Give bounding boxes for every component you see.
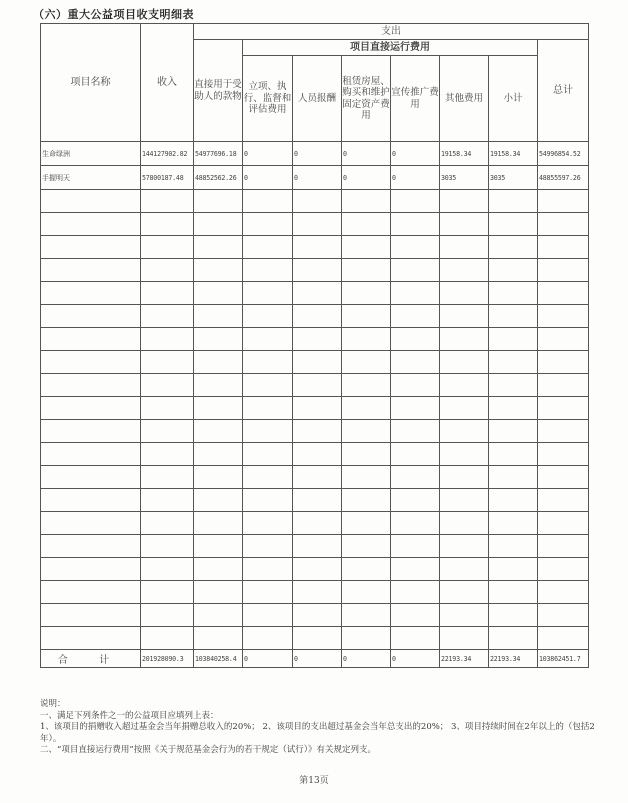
cell-subtotal	[489, 489, 538, 512]
cell-establish	[243, 259, 293, 282]
table-row	[41, 328, 589, 351]
cell-establish	[243, 397, 293, 420]
cell-other	[440, 374, 489, 397]
cell-direct-aid	[194, 328, 243, 351]
cell-other	[440, 604, 489, 627]
cell-establish	[243, 351, 293, 374]
cell-project-name: 手握明天	[41, 166, 141, 190]
cell-personnel: 0	[293, 650, 342, 668]
cell-establish	[243, 489, 293, 512]
cell-promo	[391, 627, 440, 650]
table-row	[41, 236, 589, 259]
cell-promo	[391, 190, 440, 213]
cell-subtotal	[489, 512, 538, 535]
cell-rent	[342, 213, 391, 236]
cell-promo	[391, 374, 440, 397]
cell-promo	[391, 328, 440, 351]
cell-promo	[391, 351, 440, 374]
cell-rent	[342, 420, 391, 443]
cell-personnel	[293, 282, 342, 305]
cell-subtotal: 19158.34	[489, 142, 538, 166]
header-subtotal: 小计	[489, 56, 538, 142]
cell-direct-aid: 103840258.4	[194, 650, 243, 668]
cell-direct-aid	[194, 420, 243, 443]
cell-other	[440, 512, 489, 535]
cell-establish: 0	[243, 142, 293, 166]
table-row	[41, 166, 589, 190]
cell-income	[141, 535, 194, 558]
cell-promo	[391, 558, 440, 581]
header-direct-ops: 项目直接运行费用	[243, 40, 538, 56]
table-row	[41, 604, 589, 627]
cell-subtotal	[489, 305, 538, 328]
cell-project-name	[41, 397, 141, 420]
table-row	[41, 512, 589, 535]
cell-rent: 0	[342, 166, 391, 190]
cell-promo	[391, 466, 440, 489]
cell-total	[538, 558, 589, 581]
cell-personnel	[293, 328, 342, 351]
cell-other: 3035	[440, 166, 489, 190]
cell-project-name	[41, 627, 141, 650]
cell-project-name	[41, 374, 141, 397]
cell-income	[141, 397, 194, 420]
cell-rent	[342, 328, 391, 351]
cell-establish	[243, 627, 293, 650]
cell-promo	[391, 443, 440, 466]
cell-income	[141, 604, 194, 627]
cell-subtotal	[489, 397, 538, 420]
cell-total	[538, 259, 589, 282]
cell-personnel	[293, 374, 342, 397]
cell-direct-aid	[194, 535, 243, 558]
table-row	[41, 374, 589, 397]
cell-total	[538, 581, 589, 604]
cell-direct-aid	[194, 190, 243, 213]
cell-personnel	[293, 558, 342, 581]
cell-personnel	[293, 259, 342, 282]
table-row	[41, 142, 589, 166]
cell-promo	[391, 581, 440, 604]
header-income: 收入	[141, 24, 194, 142]
header-project-name: 项目名称	[41, 24, 141, 142]
cell-total	[538, 466, 589, 489]
cell-project-name: 生命绿洲	[41, 142, 141, 166]
cell-rent	[342, 558, 391, 581]
cell-project-name	[41, 420, 141, 443]
cell-direct-aid	[194, 213, 243, 236]
cell-other	[440, 466, 489, 489]
cell-total	[538, 213, 589, 236]
cell-direct-aid	[194, 627, 243, 650]
cell-establish	[243, 190, 293, 213]
cell-direct-aid	[194, 558, 243, 581]
cell-income	[141, 489, 194, 512]
cell-rent	[342, 259, 391, 282]
cell-other	[440, 581, 489, 604]
table-row	[41, 581, 589, 604]
table-row	[41, 259, 589, 282]
cell-promo	[391, 236, 440, 259]
cell-other	[440, 489, 489, 512]
cell-other: 22193.34	[440, 650, 489, 668]
cell-personnel	[293, 512, 342, 535]
cell-total	[538, 489, 589, 512]
table-row	[41, 466, 589, 489]
totals-row	[41, 650, 589, 668]
cell-rent	[342, 190, 391, 213]
cell-subtotal	[489, 420, 538, 443]
cell-establish: 0	[243, 166, 293, 190]
cell-total	[538, 397, 589, 420]
cell-establish	[243, 443, 293, 466]
cell-other	[440, 190, 489, 213]
cell-total	[538, 374, 589, 397]
cell-project-name	[41, 236, 141, 259]
cell-income	[141, 236, 194, 259]
notes-line-2: 1、该项目的捐赠收入超过基金会当年捐赠总收入的20%； 2、该项目的支出超过基金会当年总支出的20%； 3、项目持续时间在2年以上的（包括2年）。	[40, 722, 595, 744]
cell-subtotal	[489, 581, 538, 604]
cell-subtotal: 22193.34	[489, 650, 538, 668]
cell-establish	[243, 282, 293, 305]
cell-subtotal	[489, 259, 538, 282]
cell-total	[538, 305, 589, 328]
cell-project-name	[41, 190, 141, 213]
cell-project-name	[41, 282, 141, 305]
table-row	[41, 282, 589, 305]
cell-personnel	[293, 489, 342, 512]
cell-income: 57800187.48	[141, 166, 194, 190]
cell-establish	[243, 420, 293, 443]
cell-personnel	[293, 397, 342, 420]
cell-direct-aid	[194, 604, 243, 627]
cell-project-name	[41, 351, 141, 374]
cell-establish	[243, 466, 293, 489]
cell-total	[538, 351, 589, 374]
cell-rent	[342, 604, 391, 627]
table-row	[41, 397, 589, 420]
cell-direct-aid	[194, 236, 243, 259]
cell-personnel	[293, 213, 342, 236]
cell-income	[141, 305, 194, 328]
cell-rent: 0	[342, 650, 391, 668]
cell-total: 103862451.7	[538, 650, 589, 668]
cell-other	[440, 236, 489, 259]
cell-rent	[342, 512, 391, 535]
cell-subtotal	[489, 627, 538, 650]
cell-project-name	[41, 466, 141, 489]
cell-income	[141, 466, 194, 489]
cell-total: 48855597.26	[538, 166, 589, 190]
cell-income	[141, 190, 194, 213]
cell-income	[141, 328, 194, 351]
cell-income	[141, 420, 194, 443]
cell-income: 201928090.3	[141, 650, 194, 668]
cell-establish	[243, 512, 293, 535]
header-rent: 租赁房屋、购买和维护固定资产费用	[342, 56, 391, 142]
cell-subtotal	[489, 374, 538, 397]
cell-establish	[243, 374, 293, 397]
table-row	[41, 190, 589, 213]
cell-other	[440, 397, 489, 420]
cell-promo: 0	[391, 142, 440, 166]
header-total: 总计	[538, 40, 589, 142]
cell-direct-aid	[194, 443, 243, 466]
cell-income	[141, 512, 194, 535]
cell-rent	[342, 627, 391, 650]
cell-personnel	[293, 627, 342, 650]
cell-promo	[391, 420, 440, 443]
cell-other	[440, 305, 489, 328]
cell-income	[141, 259, 194, 282]
cell-establish	[243, 305, 293, 328]
cell-subtotal	[489, 351, 538, 374]
cell-rent: 0	[342, 142, 391, 166]
notes-heading: 说明：	[40, 699, 66, 709]
cell-other: 19158.34	[440, 142, 489, 166]
header-expenditure: 支出	[194, 24, 589, 40]
cell-total	[538, 282, 589, 305]
cell-direct-aid: 54977696.18	[194, 142, 243, 166]
cell-rent	[342, 351, 391, 374]
cell-rent	[342, 443, 391, 466]
cell-subtotal	[489, 535, 538, 558]
cell-establish	[243, 581, 293, 604]
table-row	[41, 305, 589, 328]
cell-establish	[243, 558, 293, 581]
notes-line-1: 一、满足下列条件之一的公益项目应填列上表：	[40, 710, 219, 721]
cell-income	[141, 581, 194, 604]
cell-personnel	[293, 466, 342, 489]
header-establish: 立项、执行、监督和评估费用	[243, 56, 293, 142]
cell-rent	[342, 535, 391, 558]
header-promo: 宣传推广费用	[391, 56, 440, 142]
cell-establish	[243, 604, 293, 627]
cell-establish	[243, 236, 293, 259]
table-row	[41, 627, 589, 650]
cell-project-name	[41, 305, 141, 328]
cell-personnel	[293, 604, 342, 627]
cell-other	[440, 213, 489, 236]
notes	[40, 699, 600, 757]
cell-establish	[243, 535, 293, 558]
cell-project-name	[41, 443, 141, 466]
cell-subtotal	[489, 282, 538, 305]
cell-project-name	[41, 328, 141, 351]
cell-project-name	[41, 558, 141, 581]
cell-other	[440, 535, 489, 558]
cell-project-name	[41, 213, 141, 236]
cell-subtotal	[489, 558, 538, 581]
table-row	[41, 420, 589, 443]
cell-rent	[342, 236, 391, 259]
cell-personnel: 0	[293, 142, 342, 166]
cell-promo: 0	[391, 166, 440, 190]
cell-promo	[391, 282, 440, 305]
cell-personnel	[293, 305, 342, 328]
cell-income	[141, 627, 194, 650]
cell-personnel	[293, 190, 342, 213]
notes-line-3: 二、“项目直接运行费用”按照《关于规范基金会行为的若干规定（试行）》有关规定列支。	[40, 745, 376, 755]
cell-direct-aid	[194, 512, 243, 535]
table-row	[41, 443, 589, 466]
page-number: 第13页	[299, 776, 329, 786]
cell-subtotal	[489, 236, 538, 259]
table-row	[41, 558, 589, 581]
header-other: 其他费用	[440, 56, 489, 142]
cell-direct-aid	[194, 351, 243, 374]
cell-project-name	[41, 512, 141, 535]
cell-rent	[342, 374, 391, 397]
cell-promo	[391, 259, 440, 282]
cell-personnel	[293, 420, 342, 443]
cell-direct-aid	[194, 305, 243, 328]
cell-direct-aid	[194, 397, 243, 420]
cell-subtotal	[489, 466, 538, 489]
cell-subtotal	[489, 328, 538, 351]
cell-rent	[342, 581, 391, 604]
cell-total	[538, 443, 589, 466]
cell-other	[440, 420, 489, 443]
cell-total	[538, 512, 589, 535]
cell-other	[440, 259, 489, 282]
cell-income	[141, 443, 194, 466]
cell-direct-aid	[194, 466, 243, 489]
cell-personnel	[293, 581, 342, 604]
cell-promo	[391, 489, 440, 512]
income-expenditure-table	[40, 23, 589, 668]
cell-rent	[342, 282, 391, 305]
cell-establish: 0	[243, 650, 293, 668]
cell-total	[538, 420, 589, 443]
cell-project-name	[41, 604, 141, 627]
cell-subtotal	[489, 213, 538, 236]
cell-other	[440, 558, 489, 581]
cell-income	[141, 558, 194, 581]
cell-total	[538, 627, 589, 650]
cell-direct-aid	[194, 282, 243, 305]
cell-promo	[391, 305, 440, 328]
cell-direct-aid: 48852562.26	[194, 166, 243, 190]
cell-direct-aid	[194, 259, 243, 282]
table-row	[41, 489, 589, 512]
cell-rent	[342, 305, 391, 328]
cell-rent	[342, 489, 391, 512]
cell-direct-aid	[194, 374, 243, 397]
header-personnel: 人员报酬	[293, 56, 342, 142]
cell-establish	[243, 328, 293, 351]
cell-promo	[391, 535, 440, 558]
cell-promo	[391, 397, 440, 420]
table-row	[41, 351, 589, 374]
cell-income	[141, 351, 194, 374]
cell-subtotal	[489, 190, 538, 213]
cell-project-name	[41, 535, 141, 558]
cell-project-name	[41, 489, 141, 512]
cell-personnel	[293, 236, 342, 259]
cell-promo	[391, 213, 440, 236]
cell-rent	[342, 466, 391, 489]
totals-label: 合 计	[41, 650, 141, 668]
cell-subtotal: 3035	[489, 166, 538, 190]
cell-other	[440, 328, 489, 351]
cell-total	[538, 604, 589, 627]
cell-project-name	[41, 259, 141, 282]
cell-other	[440, 627, 489, 650]
cell-subtotal	[489, 443, 538, 466]
cell-other	[440, 443, 489, 466]
cell-income	[141, 213, 194, 236]
cell-project-name	[41, 581, 141, 604]
cell-direct-aid	[194, 489, 243, 512]
cell-direct-aid	[194, 581, 243, 604]
cell-total	[538, 328, 589, 351]
cell-personnel	[293, 443, 342, 466]
table-title: （六）重大公益项目收支明细表	[33, 8, 194, 21]
cell-other	[440, 351, 489, 374]
cell-other	[440, 282, 489, 305]
cell-income	[141, 374, 194, 397]
cell-total: 54996854.52	[538, 142, 589, 166]
cell-total	[538, 535, 589, 558]
cell-personnel	[293, 351, 342, 374]
cell-personnel: 0	[293, 166, 342, 190]
cell-establish	[243, 213, 293, 236]
cell-promo	[391, 512, 440, 535]
cell-promo	[391, 604, 440, 627]
cell-income: 144127902.82	[141, 142, 194, 166]
table-row	[41, 535, 589, 558]
cell-total	[538, 190, 589, 213]
table-row	[41, 213, 589, 236]
cell-promo: 0	[391, 650, 440, 668]
cell-personnel	[293, 535, 342, 558]
cell-rent	[342, 397, 391, 420]
cell-subtotal	[489, 604, 538, 627]
header-direct-aid: 直接用于受助人的款物	[194, 40, 243, 142]
cell-income	[141, 282, 194, 305]
cell-total	[538, 236, 589, 259]
